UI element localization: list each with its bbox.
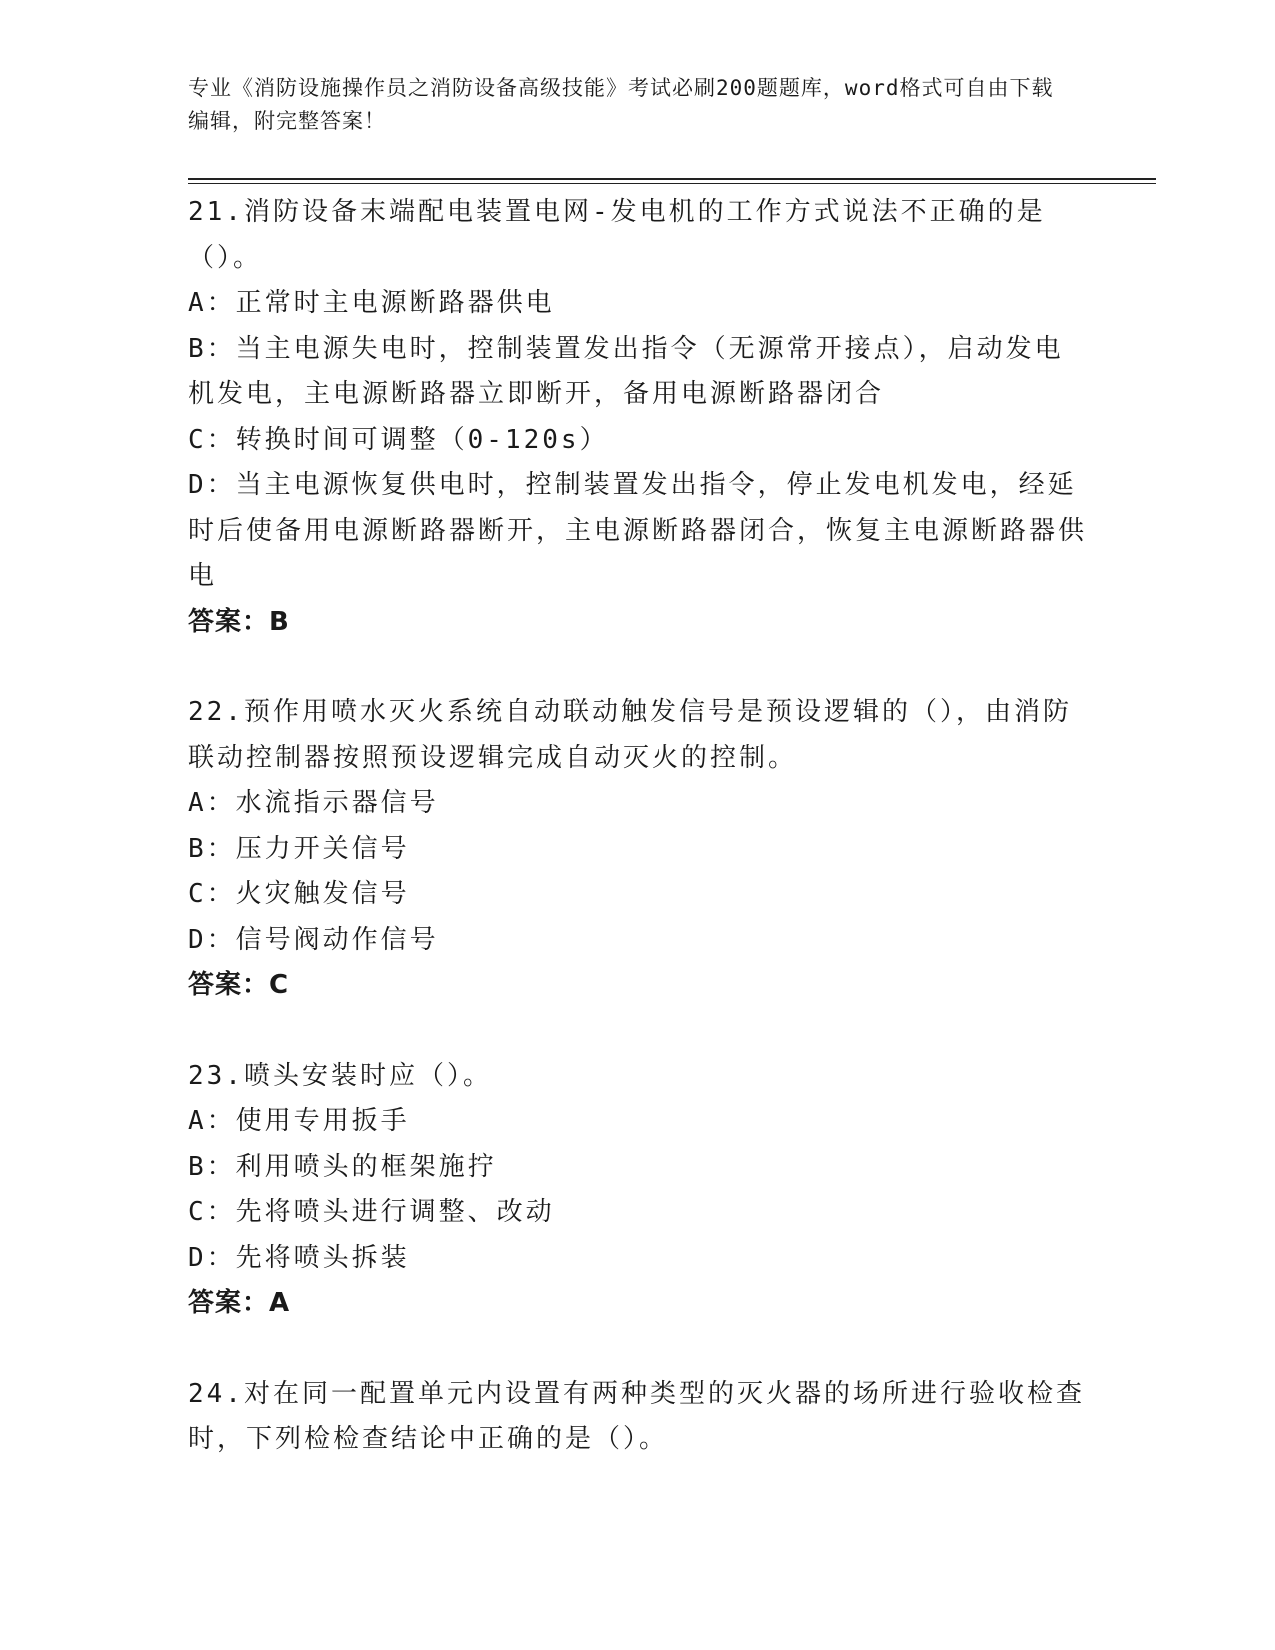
option-c: C：转换时间可调整（0-120s）	[188, 424, 609, 455]
option-b: B：利用喷头的框架施拧	[188, 1151, 497, 1182]
option-d: D：当主电源恢复供电时，控制装置发出指令，停止发电机发电，经延时后使备用电源断路器断开，主电源断路器闭合，恢复主电源断路器供电	[188, 470, 1088, 591]
option-c: C：先将喷头进行调整、改动	[188, 1197, 555, 1227]
question-list	[188, 190, 1088, 1463]
option-a: A：水流指示器信号	[188, 788, 439, 818]
option-c: C：火灾触发信号	[188, 879, 410, 909]
header-divider-thick	[188, 178, 1156, 180]
question-21	[188, 190, 1088, 645]
answer: 答案：C	[188, 970, 290, 1000]
option-d: D：信号阀动作信号	[188, 924, 439, 955]
question-stem: 23.喷头安装时应（）。	[188, 1060, 492, 1091]
option-a: A：使用专用扳手	[188, 1106, 410, 1136]
answer: 答案：B	[188, 606, 290, 637]
question-stem: 21.消防设备末端配电装置电网-发电机的工作方式说法不正确的是（）。	[188, 197, 1046, 273]
option-b: B：当主电源失电时，控制装置发出指令（无源常开接点），启动发电机发电，主电源断路器立即断开，备用电源断路器闭合	[188, 333, 1064, 409]
question-22	[188, 690, 1088, 1009]
header-divider-thin	[188, 183, 1156, 184]
question-23	[188, 1054, 1088, 1327]
option-d: D：先将喷头拆装	[188, 1242, 410, 1273]
answer: 答案：A	[188, 1288, 291, 1318]
option-b: B：压力开关信号	[188, 833, 410, 864]
document-header: 专业《消防设施操作员之消防设备高级技能》考试必刷200题题库，word格式可自由下载编辑，附完整答案！	[188, 76, 1054, 133]
question-stem: 22.预作用喷水灭火系统自动联动触发信号是预设逻辑的（），由消防联动控制器按照预设逻辑完成自动灭火的控制。	[188, 697, 1072, 773]
option-a: A：正常时主电源断路器供电	[188, 288, 555, 318]
question-stem: 24.对在同一配置单元内设置有两种类型的灭火器的场所进行验收检查时，下列检检查结论中正确的是（）。	[188, 1378, 1085, 1454]
question-24	[188, 1372, 1088, 1463]
